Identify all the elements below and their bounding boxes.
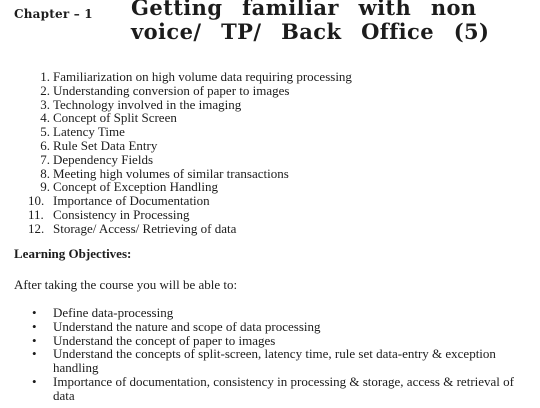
objective-list <box>30 306 520 403</box>
list-item <box>30 320 520 334</box>
list-text: Importance of Documentation <box>53 193 210 209</box>
list-text: Technology involved in the imaging <box>53 96 242 112</box>
list-number: 9. <box>40 179 50 195</box>
list-number: 10. <box>28 193 45 209</box>
list-number: 5. <box>40 124 50 140</box>
list-item <box>30 70 352 84</box>
list-item <box>30 167 352 181</box>
list-number: 11. <box>28 206 44 222</box>
list-text: Understanding conversion of paper to images <box>53 82 290 98</box>
list-text: Define data-processing <box>53 305 174 320</box>
list-number: 2. <box>40 82 50 98</box>
list-number: 1. <box>40 69 50 84</box>
objectives-intro: After taking the course you will be able to: <box>14 277 238 292</box>
list-text: Dependency Fields <box>53 151 154 167</box>
list-number: 8. <box>40 165 50 181</box>
list-text: Understand the concept of paper to images <box>53 332 276 348</box>
list-text: Meeting high volumes of similar transactions <box>53 165 289 181</box>
list-item <box>30 98 352 112</box>
list-item <box>30 375 520 403</box>
list-text: Rule Set Data Entry <box>53 137 158 153</box>
list-number: 4. <box>40 110 50 126</box>
list-text: Consistency in Processing <box>53 206 190 222</box>
list-item <box>30 125 352 139</box>
list-item <box>30 139 352 153</box>
list-item <box>30 334 520 348</box>
list-text: Concept of Split Screen <box>53 110 177 126</box>
list-text: Familiarization on high volume data requiring processing <box>53 69 352 84</box>
list-item <box>30 208 352 222</box>
list-item <box>30 84 352 98</box>
list-item <box>30 111 352 125</box>
list-text: Understand the concepts of split-screen, latency time, rule set data-entry & exception handling <box>53 346 496 376</box>
list-item <box>30 222 352 236</box>
list-item <box>30 306 520 320</box>
objectives-heading: Learning Objectives: <box>14 246 132 261</box>
list-item <box>30 153 352 167</box>
list-item <box>30 347 520 375</box>
list-number: 12. <box>28 220 45 236</box>
chapter-title: Getting familiar with non voice/ TP/ Back Office (5) <box>131 0 490 44</box>
topic-list <box>30 70 352 236</box>
list-number: 6. <box>40 137 50 153</box>
list-text: Understand the nature and scope of data processing <box>53 318 321 334</box>
bullet-icon: • <box>32 305 37 320</box>
list-text: Concept of Exception Handling <box>53 179 218 195</box>
list-text: Latency Time <box>53 124 125 140</box>
bullet-icon: • <box>32 332 37 348</box>
list-number: 3. <box>40 96 50 112</box>
bullet-icon: • <box>32 346 37 362</box>
list-text: Storage/ Access/ Retrieving of data <box>53 220 237 236</box>
list-item <box>30 180 352 194</box>
list-text: Importance of documentation, consistency in processing & storage, access & retrieval of data <box>53 373 514 403</box>
chapter-label: Chapter – 1 <box>14 7 93 21</box>
bullet-icon: • <box>32 373 37 389</box>
list-number: 7. <box>40 151 50 167</box>
bullet-icon: • <box>32 318 37 334</box>
list-item <box>30 194 352 208</box>
